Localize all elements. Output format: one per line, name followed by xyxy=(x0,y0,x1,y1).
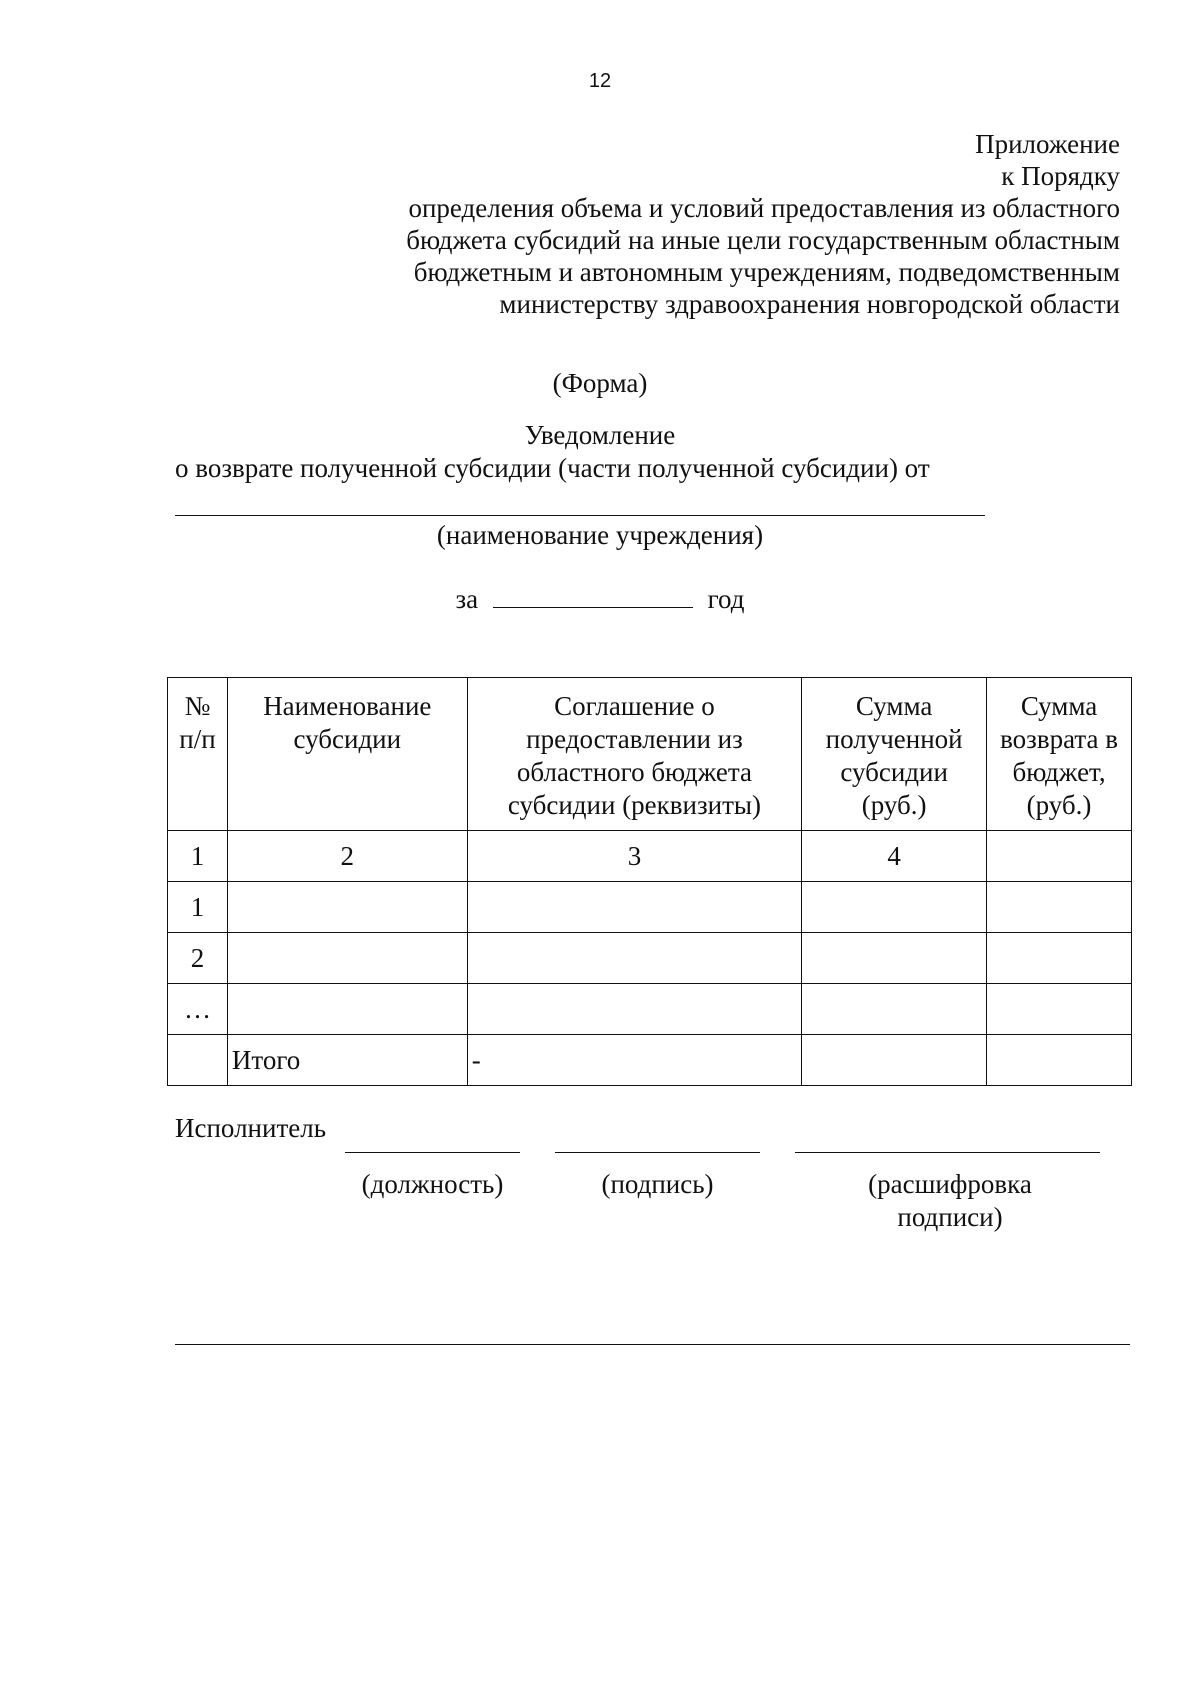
header-subsidy-name: Наименование субсидии xyxy=(227,678,467,831)
appendix-line-6: министерству здравоохранения новгородской области xyxy=(499,289,1120,319)
header-received-amount: Сумма полученной субсидии (руб.) xyxy=(802,678,987,831)
table-cell[interactable] xyxy=(227,933,467,984)
header-agreement: Соглашение о предоставлении из областного бюджета субсидии (реквизиты) xyxy=(467,678,802,831)
table-cell: 2 xyxy=(227,831,467,882)
appendix-line-1: Приложение xyxy=(975,129,1120,159)
table-header-row xyxy=(168,678,1132,831)
year-prefix: за xyxy=(455,584,479,614)
decoding-caption-line-1: (расшифровка xyxy=(868,1169,1032,1199)
signature-line[interactable] xyxy=(555,1152,760,1153)
appendix-line-2: к Порядку xyxy=(1001,161,1120,191)
table-cell: … xyxy=(168,984,228,1035)
table-row xyxy=(168,831,1132,882)
table-cell[interactable] xyxy=(802,984,987,1035)
total-received-cell[interactable] xyxy=(802,1035,987,1086)
appendix-line-3: определения объема и условий предоставления из областного xyxy=(408,193,1120,223)
institution-caption: (наименование учреждения) xyxy=(436,520,764,550)
decoding-caption xyxy=(845,1168,1055,1234)
table-cell: 4 xyxy=(802,831,987,882)
table-cell[interactable] xyxy=(987,984,1132,1035)
notice-title: Уведомление xyxy=(524,420,676,450)
institution-name-line[interactable] xyxy=(175,515,985,516)
table-cell[interactable] xyxy=(987,933,1132,984)
notice-subtitle: о возврате полученной субсидии (части полученной субсидии) от xyxy=(175,453,930,483)
signature-decoding-line[interactable] xyxy=(795,1152,1100,1153)
table-cell[interactable] xyxy=(987,882,1132,933)
subsidy-table xyxy=(167,677,1132,1086)
table-cell[interactable] xyxy=(467,933,802,984)
table-total-row xyxy=(168,1035,1132,1086)
form-label: (Форма) xyxy=(552,368,648,398)
table-cell: 1 xyxy=(168,882,228,933)
year-row xyxy=(0,583,1200,615)
header-return-amount: Сумма возврата в бюджет, (руб.) xyxy=(987,678,1132,831)
table-row xyxy=(168,882,1132,933)
table-row xyxy=(168,933,1132,984)
appendix-line-5: бюджетным и автономным учреждениям, подведомственным xyxy=(413,257,1120,287)
executor-label: Исполнитель xyxy=(175,1113,327,1143)
total-agreement-cell: - xyxy=(467,1035,802,1086)
table-cell[interactable] xyxy=(227,882,467,933)
table-cell[interactable] xyxy=(467,882,802,933)
year-blank[interactable] xyxy=(493,583,693,608)
total-label: Итого xyxy=(227,1035,467,1086)
appendix-header xyxy=(300,128,1120,320)
header-number: № п/п xyxy=(168,678,228,831)
table-cell[interactable] xyxy=(802,882,987,933)
table-cell[interactable] xyxy=(467,984,802,1035)
table-cell: 1 xyxy=(168,831,228,882)
table-cell[interactable] xyxy=(227,984,467,1035)
position-caption: (должность) xyxy=(361,1169,504,1199)
table-cell xyxy=(987,831,1132,882)
table-cell[interactable] xyxy=(802,933,987,984)
table-cell: 2 xyxy=(168,933,228,984)
bottom-divider xyxy=(175,1344,1130,1345)
decoding-caption-line-2: подписи) xyxy=(897,1202,1003,1232)
total-return-cell[interactable] xyxy=(987,1035,1132,1086)
page-number: 12 xyxy=(588,70,612,92)
position-line[interactable] xyxy=(345,1152,520,1153)
table-row xyxy=(168,984,1132,1035)
appendix-line-4: бюджета субсидий на иные цели государственным областным xyxy=(406,225,1120,255)
table-cell: 3 xyxy=(467,831,802,882)
year-suffix: год xyxy=(707,584,745,614)
table-cell xyxy=(168,1035,228,1086)
signature-caption: (подпись) xyxy=(601,1169,714,1199)
